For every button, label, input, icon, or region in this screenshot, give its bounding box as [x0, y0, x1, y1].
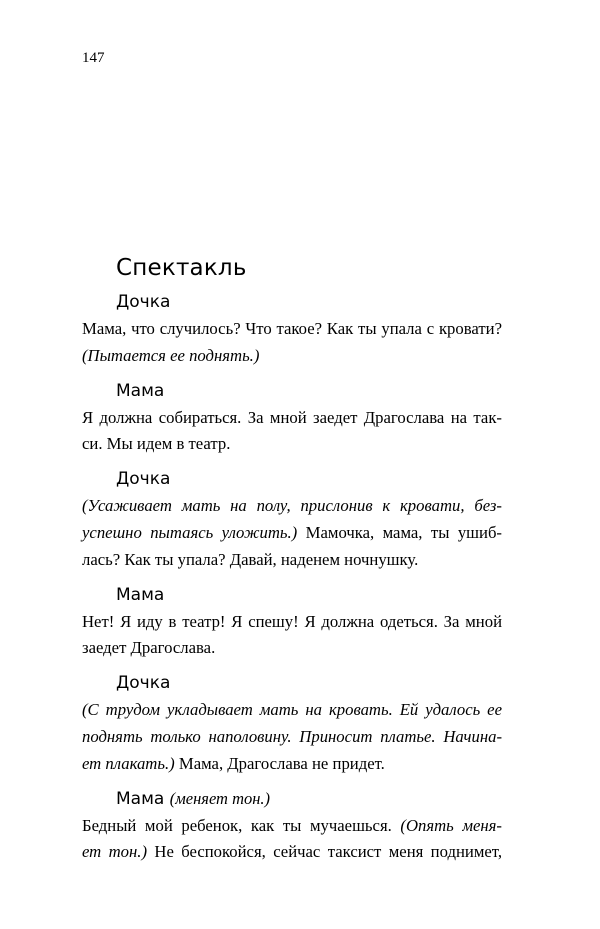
text-line: си. Мы идем в театр. [82, 434, 231, 454]
speaker-name: Дочка [116, 469, 171, 490]
stage-direction: (Пытается ее поднять.) [82, 345, 260, 365]
speaker-name: Мама [116, 584, 165, 605]
page-number: 147 [82, 50, 105, 66]
text-line [82, 493, 502, 520]
dialogue-block [82, 288, 502, 370]
dialogue-block [82, 465, 502, 573]
speaker-name: Дочка [116, 292, 171, 312]
dialogue-block [82, 669, 502, 777]
text-line [82, 697, 502, 724]
play-text [82, 288, 502, 866]
text-line: успешно пытаясь уложить.) Мамочка, мама, ты ушиб- [82, 522, 502, 542]
text-line: лась? Как ты упала? Давай, наденем ночнушку. [82, 549, 419, 569]
text-line: Я должна собираться. За мной заедет Драгослава на так- [82, 407, 502, 427]
text-line: Нет! Я иду в театр! Я спешу! Я должна одеться. За мной [82, 611, 502, 631]
stage-direction: ет плакать.) [82, 753, 175, 773]
stage-direction: ет тон.) [82, 842, 148, 862]
text-line: ет плакать.) Мама, Драгослава не придет. [82, 753, 385, 773]
stage-direction: (меняет тон.) [169, 788, 271, 808]
dialogue-block [82, 785, 502, 867]
text-line [82, 724, 502, 751]
speaker-name: Дочка [116, 673, 171, 694]
section-title: Спектакль [116, 255, 247, 281]
speaker-name: Мама [116, 380, 165, 401]
dialogue-block [82, 581, 502, 663]
dialogue-block [82, 377, 502, 459]
text-line [82, 343, 502, 370]
stage-direction: (Усаживает мать на полу, прислонив к кровати, без- [82, 496, 502, 516]
text-line: ет тон.) Не беспокойся, сейчас таксист меня поднимет, [82, 842, 503, 862]
speaker-name: Мама (меняет тон.) [116, 788, 271, 809]
stage-direction: успешно пытаясь уложить.) [82, 522, 298, 542]
stage-direction: (Опять меня- [400, 815, 502, 835]
text-line: Мама, что случилось? Что такое? Как ты упала с кровати? [82, 319, 502, 338]
text-line: заедет Драгослава. [82, 638, 216, 658]
stage-direction: (С трудом укладывает мать на кровать. Ей удалось ее [82, 700, 502, 720]
stage-direction: поднять только наполовину. Приносит платье. Начина- [82, 726, 502, 746]
text-line: Бедный мой ребенок, как ты мучаешься. (Опять меня- [82, 815, 502, 835]
